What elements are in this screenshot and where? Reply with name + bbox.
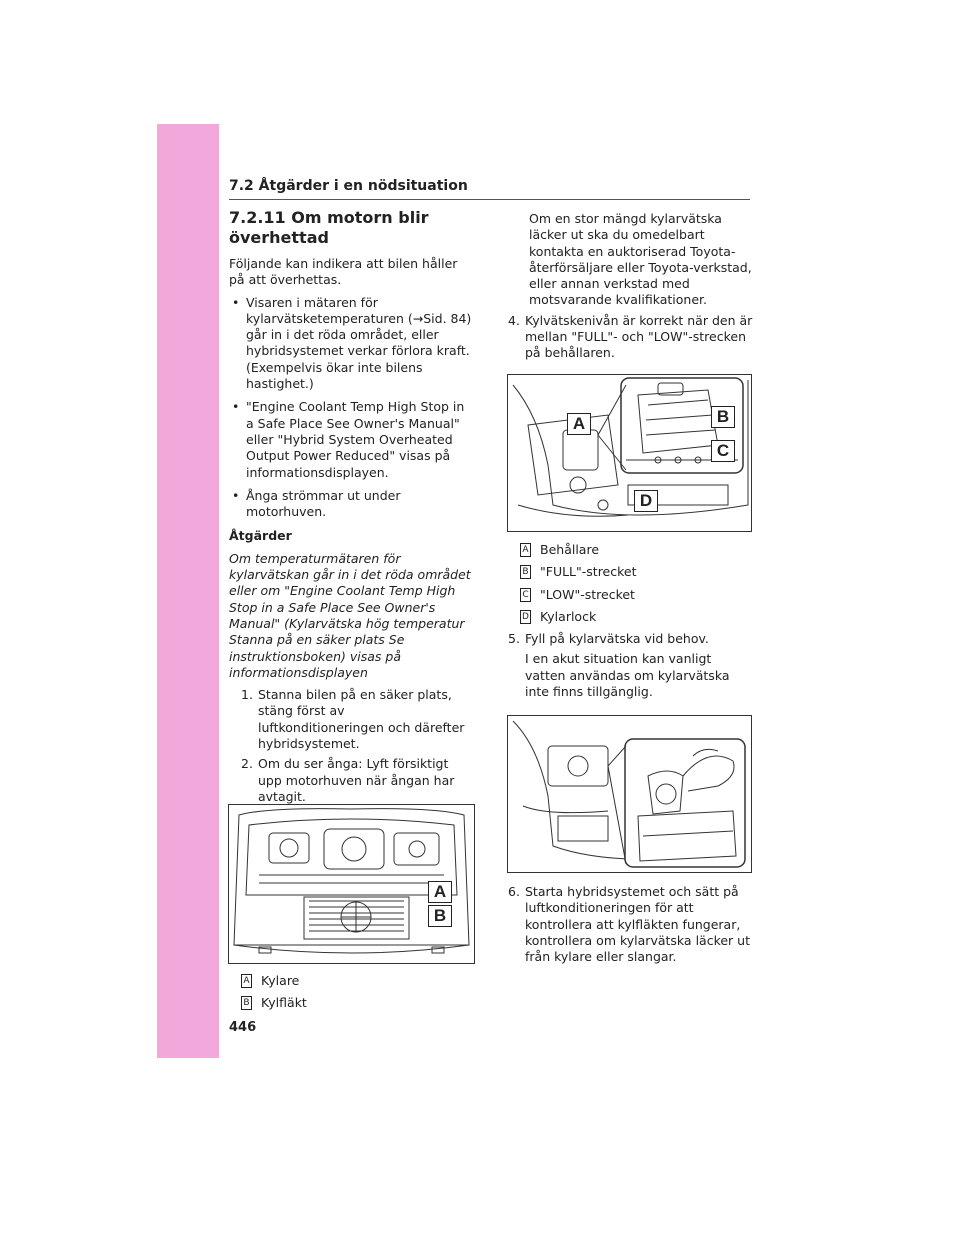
actions-heading: Åtgärder [229,528,292,544]
step-4: 4. Kylvätskenivån är korrekt när den är mellan "FULL"- och "LOW"-strecken på behållaren. [508,312,753,361]
symptom-item: • Visaren i mätaren för kylarvätsketemperaturen (→Sid. 84) går in i det röda området, eller hybridsystemet verkar förlora kraft. (Exempelvis ökar inte bilens hastighet.) [229,295,474,393]
legend-text: "FULL"-strecket [540,564,637,580]
step-1: 1. Stanna bilen på en säker plats, stäng först av luftkonditioneringen och därefter hybridsystemet. [241,687,465,752]
legend-text: "LOW"-strecket [540,586,635,602]
subsection-title: 7.2.11 Om motorn blir överhettad [229,208,429,247]
legend-item [229,995,474,1011]
right-column [508,211,753,366]
legend-key: A [241,974,252,988]
intro-text: Följande kan indikera att bilen håller på att överhettas. [229,256,458,288]
step-6-block [508,884,753,969]
section-header: 7.2 Åtgärder i en nödsituation [229,178,750,200]
symptom-item: • Ånga strömmar ut under motorhuven. [229,488,474,521]
figure-refill-coolant [507,715,752,873]
legend-2 [508,542,753,704]
legend-text: Kylare [261,973,300,988]
legend-key: B [520,565,531,579]
legend-item [508,609,753,625]
figure-label-b: B [428,905,452,927]
step-5-sub: I en akut situation kan vanligt vatten användas om kylarvätska inte finns tillgänglig. [525,651,730,700]
figure-engine-bay-front [228,804,475,964]
legend-1 [229,973,474,1018]
step-5: 5. Fyll på kylarvätska vid behov. I en akut situation kan vanligt vatten användas om kylarvätska inte finns tillgänglig. [508,631,753,700]
refill-illustration [508,716,751,872]
figure-label-c: C [711,440,735,462]
legend-key: D [520,610,531,624]
step-6: 6. Starta hybridsystemet och sätt på luftkonditioneringen för att kontrollera att kylfläkten fungerar, kontrollera om kylarvätska läcker ut från kylare eller slangar. [508,884,750,965]
step-2: 2. Om du ser ånga: Lyft försiktigt upp motorhuven när ångan har avtagit. [241,756,474,841]
legend-item [508,564,753,580]
legend-item [508,587,753,603]
legend-key: B [241,996,252,1010]
legend-key: C [520,588,531,602]
legend-key: A [520,543,531,557]
figure-coolant-reservoir [507,374,752,532]
figure-label-a: A [428,881,452,903]
legend-text: Behållare [540,542,600,557]
step-3-continued: Om en stor mängd kylarvätska läcker ut ska du omedelbart kontakta en auktoriserad Toyota-återförsäljare eller Toyota-verkstad, eller annan verkstad med motsvarande kvalifikationer. [529,211,752,308]
page-number: 446 [229,1020,257,1035]
figure-label-b: B [711,406,735,428]
legend-item [508,542,753,558]
legend-text: Kylarlock [540,608,597,624]
legend-item [229,973,474,989]
figure-label-a: A [567,413,591,435]
chapter-tab-bar [157,124,219,1058]
figure-label-d: D [634,490,658,512]
symptom-item: • "Engine Coolant Temp High Stop in a Safe Place See Owner's Manual" eller "Hybrid System Overheated Output Power Reduced" visas på informationsdisplayen. [229,399,474,480]
condition-heading: Om temperaturmätaren för kylarvätskan går in i det röda området eller om "Engine Coolant Temp High Stop in a Safe Place See Owner's Manual" (Kylarvätska hög temperatur Stanna på en säker plats Se instruktionsboken) visas på informationsdisplayen [229,550,471,680]
symptom-list [229,295,474,521]
legend-text: Kylfläkt [261,995,307,1011]
